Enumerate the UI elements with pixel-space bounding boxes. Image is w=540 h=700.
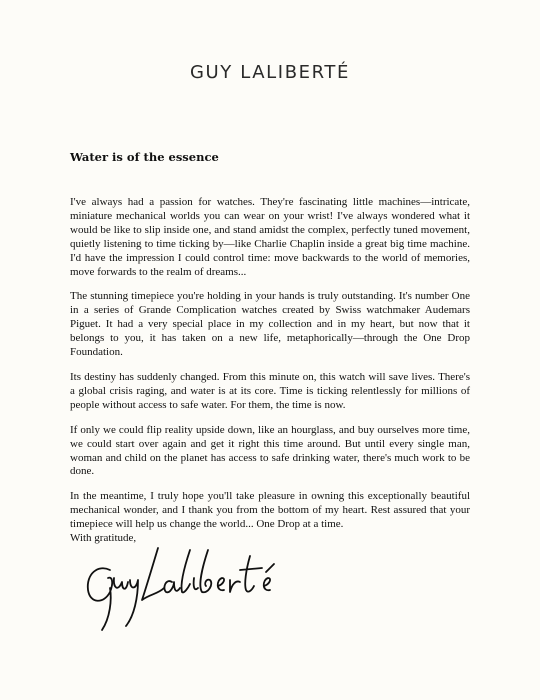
brand-header: GUY LALIBERTÉ — [189, 62, 351, 83]
letter-body — [70, 196, 470, 543]
letter-paragraph: In the meantime, I truly hope you'll take pleasure in owning this exceptionally beautiful mechanical wonder, and I thank you from the bottom of my heart. Rest assured that your timepiece will help us change the world... One Drop at a time. — [70, 490, 470, 531]
letter-paragraph: I've always had a passion for watches. They're fascinating little machines—intricate, miniature mechanical worlds you can wear on your wrist! I've always wondered what it would be like to slip inside one, and stand amidst the complex, perfectly tuned movement, quietly listening to time ticking by—like Charlie Chaplin inside a great big time machine. I'd have the impression I could control time: move backwards to the world of memories, move forwards to the realm of dreams... — [70, 196, 470, 278]
letter-paragraph: Its destiny has suddenly changed. From this minute on, this watch will save lives. There's a global crisis raging, and water is at its core. Time is ticking relentlessly for millions of people without access to safe water. For them, the time is now. — [70, 370, 470, 411]
letter-paragraph: The stunning timepiece you're holding in your hands is truly outstanding. It's number One in a series of Grande Complication watches created by Swiss watchmaker Audemars Piguet. It had a very special place in my collection and in my heart, but now that it belongs to you, it has taken on a new life, metaphorically—through the One Drop Foundation. — [70, 290, 470, 359]
letter-paragraph: If only we could flip reality upside down, like an hourglass, and buy ourselves more time, we could start over again and get it right this time around. But until every single man, woman and child on the planet has access to safe drinking water, there's much work to be done. — [70, 423, 470, 478]
letter-title: Water is of the essence — [70, 150, 219, 164]
letter-closing: With gratitude, — [70, 532, 137, 544]
signature — [80, 538, 320, 638]
